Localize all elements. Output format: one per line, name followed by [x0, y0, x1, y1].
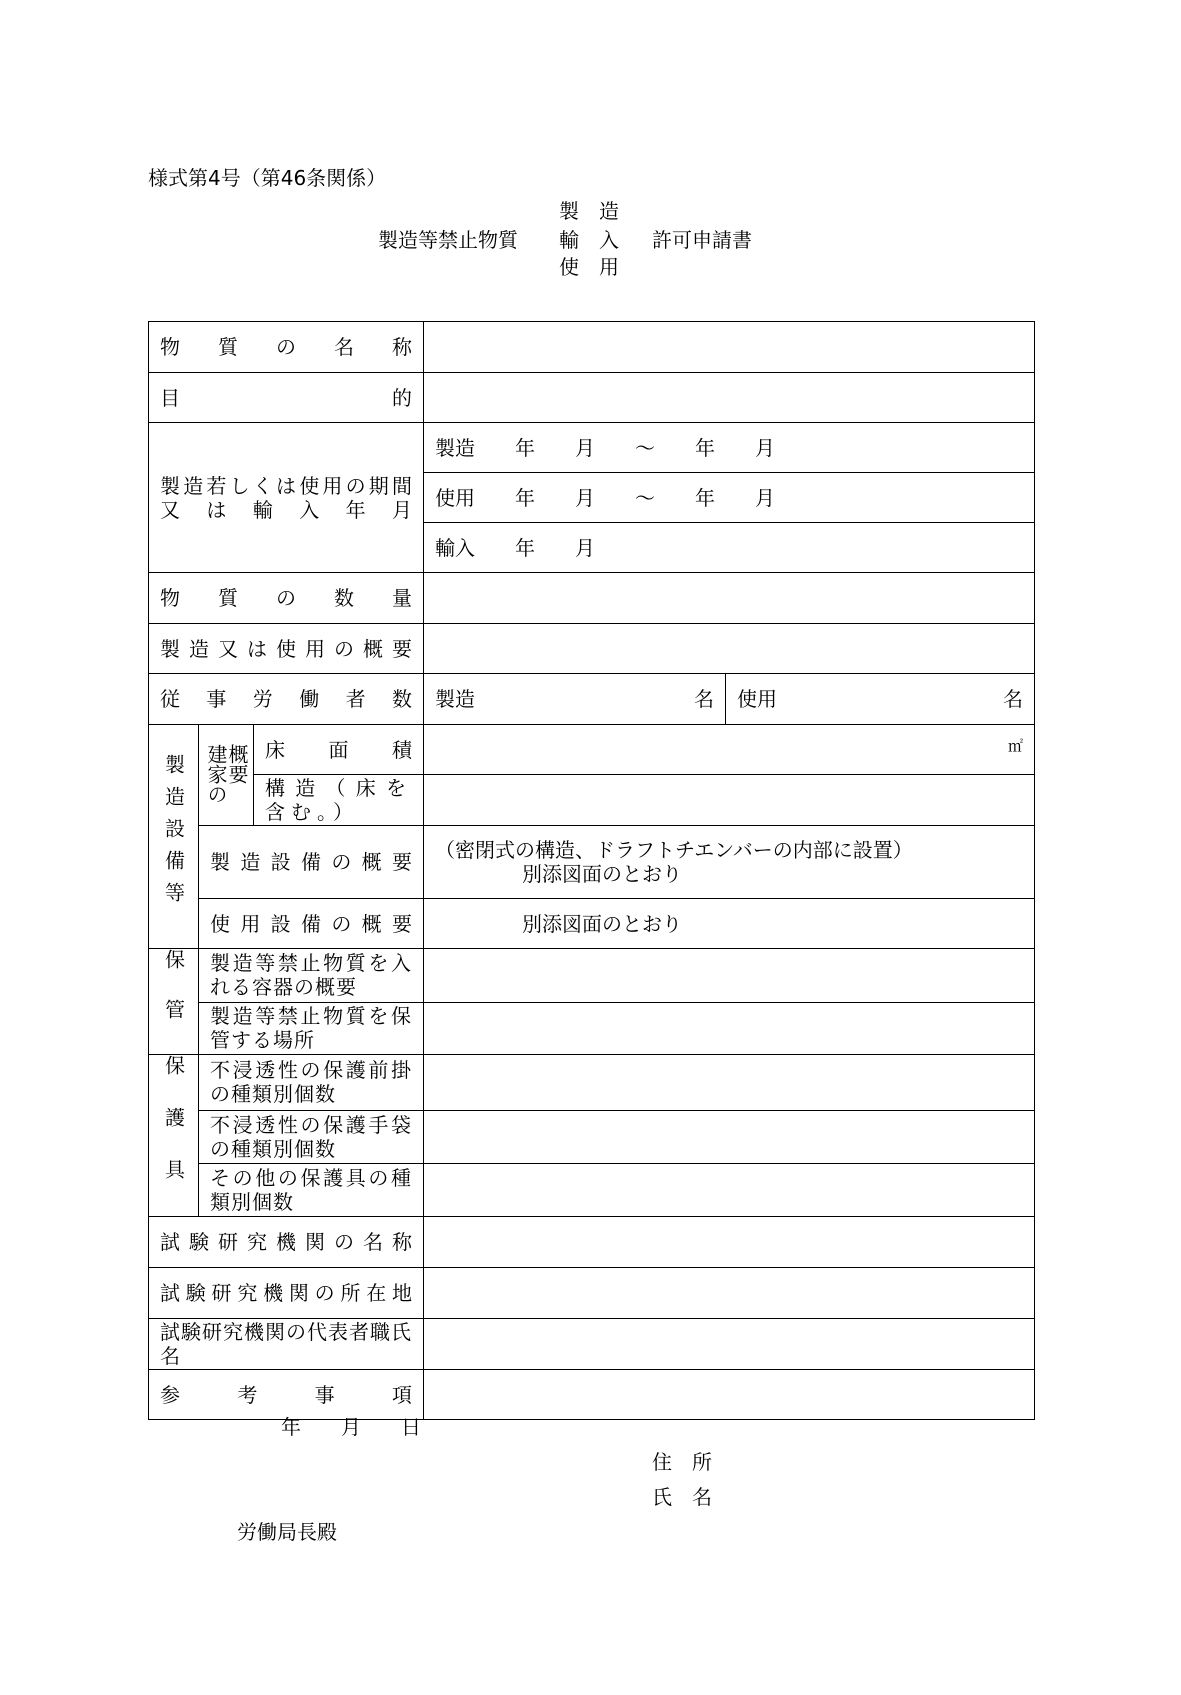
- field-period-import[interactable]: 輸入 年 月: [424, 523, 1035, 573]
- label-facilities-group: 製造設備等: [149, 725, 199, 949]
- field-period-use[interactable]: 使用 年 月 ～ 年 月: [424, 473, 1035, 523]
- label-workers: 従事労働者数: [149, 674, 424, 725]
- field-workers-use[interactable]: 使用 名: [726, 674, 1035, 725]
- label-structure: 構造（床を含む。）: [254, 775, 424, 826]
- field-lab-address[interactable]: [424, 1268, 1035, 1319]
- field-period-manufacture[interactable]: 製造 年 月 ～ 年 月: [424, 423, 1035, 473]
- field-overview[interactable]: [424, 624, 1035, 674]
- label-period: 製造若しくは使用の期間 又は輸入年月: [149, 423, 424, 573]
- label-storage-place: 製造等禁止物質を保管する場所: [199, 1002, 424, 1055]
- field-lab-rep[interactable]: [424, 1319, 1035, 1370]
- label-apron: 不浸透性の保護前掛の種類別個数: [199, 1055, 424, 1111]
- label-quantity: 物質の数量: [149, 573, 424, 624]
- label-mfg-equipment: 製造設備の概要: [199, 826, 424, 899]
- label-gloves: 不浸透性の保護手袋の種類別個数: [199, 1110, 424, 1164]
- label-notes: 参考事項: [149, 1370, 424, 1420]
- title-option-manufacture: 製 造: [559, 199, 619, 223]
- field-use-equipment[interactable]: 別添図面のとおり: [424, 899, 1035, 949]
- label-lab-address: 試験研究機関の所在地: [149, 1268, 424, 1319]
- field-gloves[interactable]: [424, 1110, 1035, 1164]
- label-substance-name: 物質の名称: [149, 322, 424, 373]
- title-option-import: 輸 入: [559, 228, 619, 252]
- field-container[interactable]: [424, 949, 1035, 1003]
- field-floor-area[interactable]: ㎡: [424, 725, 1035, 775]
- label-container: 製造等禁止物質を入れる容器の概要: [199, 949, 424, 1003]
- label-floor-area: 床面積: [254, 725, 424, 775]
- field-mfg-equipment[interactable]: （密閉式の構造、ドラフトチエンバーの内部に設置） 別添図面のとおり: [424, 826, 1035, 899]
- field-other-protective[interactable]: [424, 1164, 1035, 1217]
- title-right: 許可申請書: [652, 228, 752, 252]
- addressee: 労働局長殿: [237, 1520, 337, 1544]
- field-quantity[interactable]: [424, 573, 1035, 624]
- label-storage-group: 保管: [149, 949, 199, 1055]
- label-lab-name: 試験研究機関の名称: [149, 1217, 424, 1268]
- form-number: 様式第4号（第46条関係）: [148, 166, 387, 190]
- field-structure[interactable]: [424, 775, 1035, 826]
- field-notes[interactable]: [424, 1370, 1035, 1420]
- name-label[interactable]: 氏 名: [652, 1485, 712, 1509]
- field-apron[interactable]: [424, 1055, 1035, 1111]
- label-use-equipment: 使用設備の概要: [199, 899, 424, 949]
- field-storage-place[interactable]: [424, 1002, 1035, 1055]
- label-purpose: 目 的: [149, 373, 424, 423]
- label-overview: 製造又は使用の概要: [149, 624, 424, 674]
- label-building-group: 建家の概要: [199, 725, 254, 826]
- field-substance-name[interactable]: [424, 322, 1035, 373]
- address-label[interactable]: 住 所: [652, 1450, 712, 1474]
- title-left: 製造等禁止物質: [378, 228, 518, 252]
- date-line[interactable]: 年 月 日: [281, 1415, 421, 1439]
- label-lab-rep: 試験研究機関の代表者職氏名: [149, 1319, 424, 1370]
- field-lab-name[interactable]: [424, 1217, 1035, 1268]
- label-other-protective: その他の保護具の種類別個数: [199, 1164, 424, 1217]
- field-purpose[interactable]: [424, 373, 1035, 423]
- label-protective-group: 保護具: [149, 1055, 199, 1217]
- title-option-use: 使 用: [559, 255, 619, 279]
- application-form-table: [148, 321, 1035, 1420]
- field-workers-manufacture[interactable]: 製造 名: [424, 674, 726, 725]
